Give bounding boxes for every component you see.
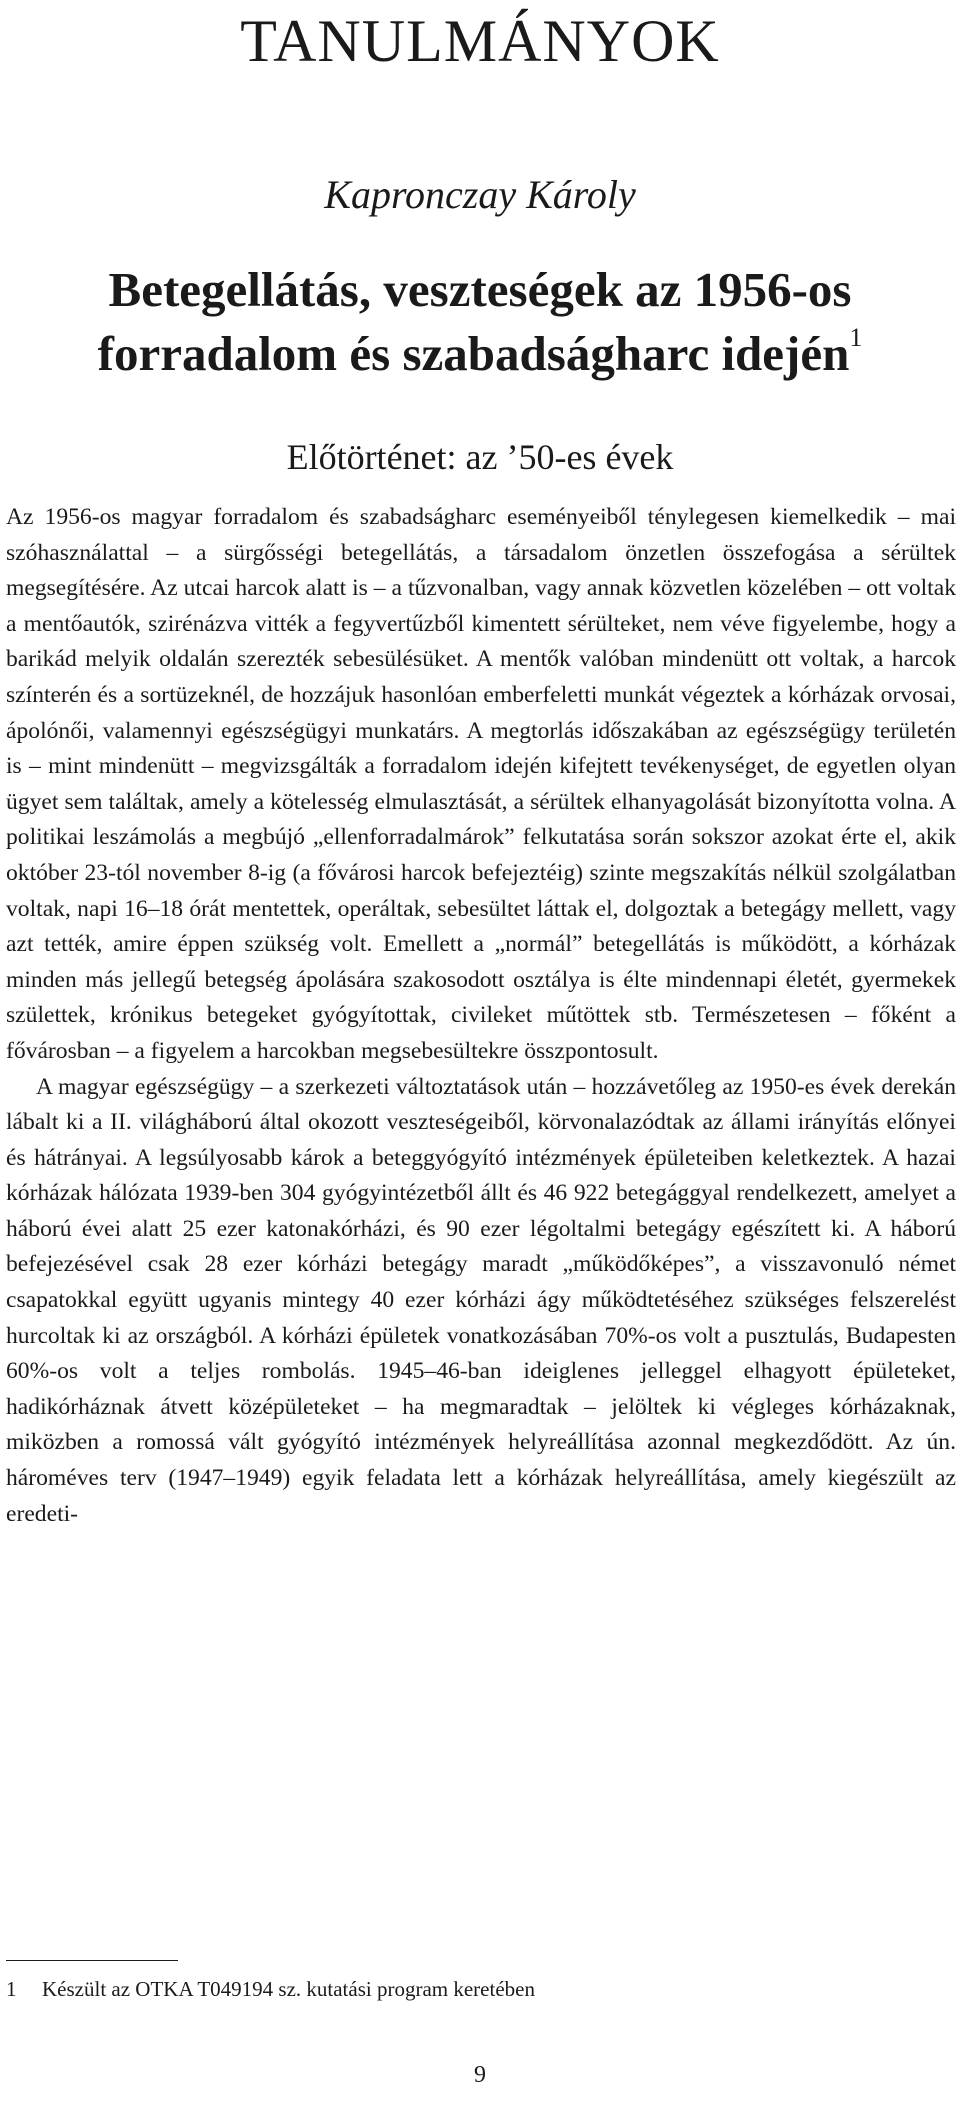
- article-title-line-2: forradalom és szabadságharc idején: [97, 326, 850, 381]
- footnote-number: 1: [6, 1977, 17, 2001]
- article-title: [0, 258, 960, 386]
- page-number: 9: [474, 2062, 486, 2088]
- subsection-heading: Előtörténet: az ’50-es évek: [286, 437, 674, 477]
- body-text: [6, 500, 956, 1532]
- author-name: Kapronczay Károly: [324, 172, 636, 217]
- article-title-line-1: Betegellátás, veszteségek az 1956-os: [108, 262, 852, 317]
- footnote-divider: [6, 1960, 178, 1961]
- section-title: TANULMÁNYOK: [240, 8, 720, 74]
- paragraph-2: A magyar egészségügy – a szerkezeti változtatások után – hozzávetőleg az 1950-es évek derekán lábalt ki a II. világháború által okozott veszteségeiből, körvonalazódtak az állami irányítás előnyei és hátrányai. A legsúlyosabb károk a beteggyógyító intézmények épületeiben keletkeztek. A hazai kórházak hálózata 1939-ben 304 gyógyintézetből állt és 46 922 betegággyal rendelkezett, amelyet a háború évei alatt 25 ezer katonakórházi, és 90 ezer légoltalmi betegágy egészített ki. A háború befejezésével csak 28 ezer kórházi betegágy maradt „működőképes”, a visszavonuló német csapatokkal együtt ugyanis mintegy 40 ezer kórházi ágy működtetéséhez szükséges felszerelést hurcoltak ki az országból. A kórházi épületek vonatkozásában 70%-os volt a pusztulás, Budapesten 60%-os volt a teljes rombolás. 1945–46-ban ideiglenes jelleggel elhagyott épületeket, hadikórháznak átvett középületeket – ha megmaradtak – jelöltek ki végleges kórházaknak, miközben a romossá vált gyógyító intézmények helyreállítása azonnal megkezdődött. Az ún. hároméves terv (1947–1949) egyik feladata lett a kórházak helyreállítása, amely kiegészült az eredeti-: [6, 1073, 956, 1527]
- footnote: [6, 1974, 946, 2004]
- paragraph-1: Az 1956-os magyar forradalom és szabadságharc eseményeiből ténylegesen kiemelkedik – mai szóhasználattal – a sürgősségi betegellátás, a társadalom önzetlen összefogása a sérültek megsegítésére. Az utcai harcok alatt is – a tűzvonalban, vagy annak közvetlen közelében – ott voltak a mentőautók, szirénázva vitték a fegyvertűzből kimentett sérülteket, nem véve figyelembe, hogy a barikád melyik oldalán szerezték sebesülésüket. A mentők valóban mindenütt ott voltak, a harcok színterén és a sortüzeknél, de hozzájuk hasonlóan emberfeletti munkát végeztek a kórházak orvosai, ápolónői, valamennyi egészségügyi munkatárs. A megtorlás időszakában az egészségügy területén is – mint mindenütt – megvizsgálták a forradalom idején kifejtett tevékenységet, de egyetlen olyan ügyet sem találtak, amely a kötelesség elmulasztását, a sérültek elhanyagolását bizonyította volna. A politikai leszámolás a megbújó „ellenforradalmárok” felkutatása során sokszor azokat érte el, akik október 23-tól november 8-ig (a fővárosi harcok befejeztéig) szinte megszakítás nélkül szolgálatban voltak, napi 16–18 órát mentettek, operáltak, sebesültet láttak el, dolgoztak a betegágy mellett, vagy azt tették, amire éppen szükség volt. Emellett a „normál” betegellátás is működött, a kórházak minden más jellegű betegség ápolására szakosodott osztálya is élte mindennapi életét, gyermekek születtek, krónikus betegeket gyógyítottak, civileket műtöttek stb. Természetesen – főként a fővárosban – a figyelem a harcokban megsebesültekre összpontosult.: [6, 504, 956, 1064]
- footnote-reference[interactable]: 1: [849, 323, 863, 352]
- footnote-text: Készült az OTKA T049194 sz. kutatási program keretében: [42, 1977, 535, 2001]
